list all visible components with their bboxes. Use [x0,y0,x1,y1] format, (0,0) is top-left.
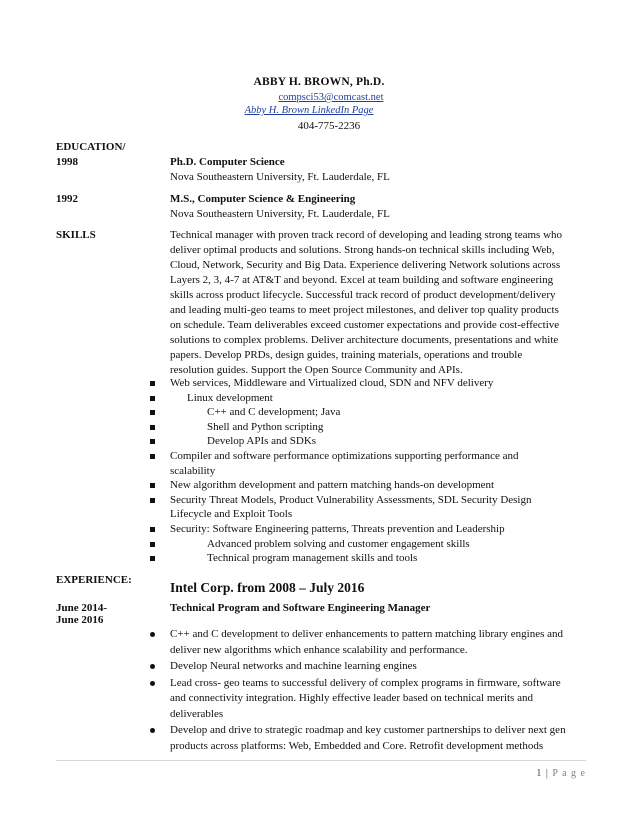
summary-line: skills across product lifecycle. Successful track record of product development/delivery [170,289,556,301]
skill-bullet: Technical program management skills and tools [150,551,590,566]
education-year-2: 1992 [56,193,78,205]
phone-number: 404-775-2236 [297,120,361,132]
job-dates [56,602,107,626]
experience-heading: EXPERIENCE: [56,574,132,586]
date-end: June 2016 [56,614,104,626]
page-footer [536,768,586,779]
summary-line: and leading multi-geo teams to meet project milestones, and deliver top quality products [170,304,559,316]
skill-bullet: Web services, Middleware and Virtualized cloud, SDN and NFV delivery [150,376,590,391]
education-heading: EDUCATION/ [56,141,126,153]
experience-bullet-list [150,627,590,755]
page-word: P a g e [552,768,586,779]
skill-bullet: Develop APIs and SDKs [150,434,590,449]
bullet-text-line: Compiler and software performance optimizations supporting performance and [170,449,519,462]
education-entry-1 [170,155,588,185]
email-link[interactable]: compsci53@comcast.net [278,92,384,103]
footer-separator: | [545,768,549,779]
bullet-text-line: Develop Neural networks and machine learning engines [170,660,417,672]
bullet-text-line: scalability [170,464,216,477]
summary-line: papers. Develop PRDs, design guides, training materials, operations and trouble [170,349,523,361]
bullet-text-line: Lead cross- geo teams to successful delivery of complex programs in firmware, software [170,676,561,689]
experience-bullet [150,723,590,754]
skill-bullet [150,493,590,522]
skills-heading: SKILLS [56,229,96,241]
bullet-text-line: Security Threat Models, Product Vulnerability Assessments, SDL Security Design [170,493,532,506]
education-entry-2 [170,192,588,222]
bullet-text-line: Develop and drive to strategic roadmap and key customer partnerships to deliver next gen [170,724,566,736]
experience-bullet [150,676,590,723]
skill-bullet: C++ and C development; Java [150,405,590,420]
email-line [12,92,638,103]
bullet-text-line: Lifecycle and Exploit Tools [170,508,293,521]
summary-line: resolution guides. Support the Open Source Community and APIs. [170,364,463,376]
degree: Ph.D. Computer Science [170,156,285,168]
skills-bullet-list [150,376,590,566]
experience-bullet [150,627,590,658]
job-title: Technical Program and Software Engineering Manager [170,602,431,614]
bullet-text-line: C++ and C development to deliver enhancements to pattern matching library engines and [170,628,564,640]
bullet-text-line: and connectivity integration. Highly effective leader based on technical merits and [170,692,533,704]
degree: M.S., Computer Science & Engineering [170,193,356,205]
skill-bullet: Security: Software Engineering patterns, Threats prevention and Leadership [150,522,590,537]
skill-bullet [150,449,590,478]
skills-summary [170,228,588,378]
school: Nova Southeastern University, Ft. Lauderdale, FL [170,208,390,220]
company-heading: Intel Corp. from 2008 – July 2016 [170,580,365,595]
bullet-text-line: products across platforms: Web, Embedded and Core. Retrofit development methods [170,739,544,752]
linkedin-line [0,105,628,116]
education-year-1: 1998 [56,156,78,168]
bullet-text-line: deliver new algorithms which enhance scalability and performance. [170,643,468,656]
date-start: June 2014- [56,602,108,614]
summary-line: Layers 2, 3, 4-7 at AT&T and beyond. Excel at team building and software engineering [170,274,554,286]
resume-name: ABBY H. BROWN, Ph.D. [253,76,385,88]
summary-line: on schedule. Team deliverables exceed customer expectations and provide cost-effective [170,319,560,331]
skill-bullet: Shell and Python scripting [150,420,590,435]
skill-bullet: New algorithm development and pattern matching hands-on development [150,478,590,493]
school: Nova Southeastern University, Ft. Lauderdale, FL [170,171,390,183]
bullet-text-line: deliverables [170,707,224,720]
skill-bullet: Linux development [150,391,590,406]
footer-divider [56,760,586,761]
experience-bullet [150,659,590,675]
summary-line: solutions to complex problems. Deliver architecture documents, presentations and white [170,334,559,346]
linkedin-link[interactable]: Abby H. Brown LinkedIn Page [244,105,374,116]
summary-line: deliver optimal products and solutions. Strong hands-on technical skills including Web, [170,244,555,256]
skill-bullet: Advanced problem solving and customer engagement skills [150,537,590,552]
summary-line: Technical manager with proven track record of developing and leading strong teams who [170,229,563,241]
page-number: 1 [536,768,543,779]
summary-line: Cloud, Network, Security and Big Data. Experience delivering Network solutions across [170,259,561,271]
